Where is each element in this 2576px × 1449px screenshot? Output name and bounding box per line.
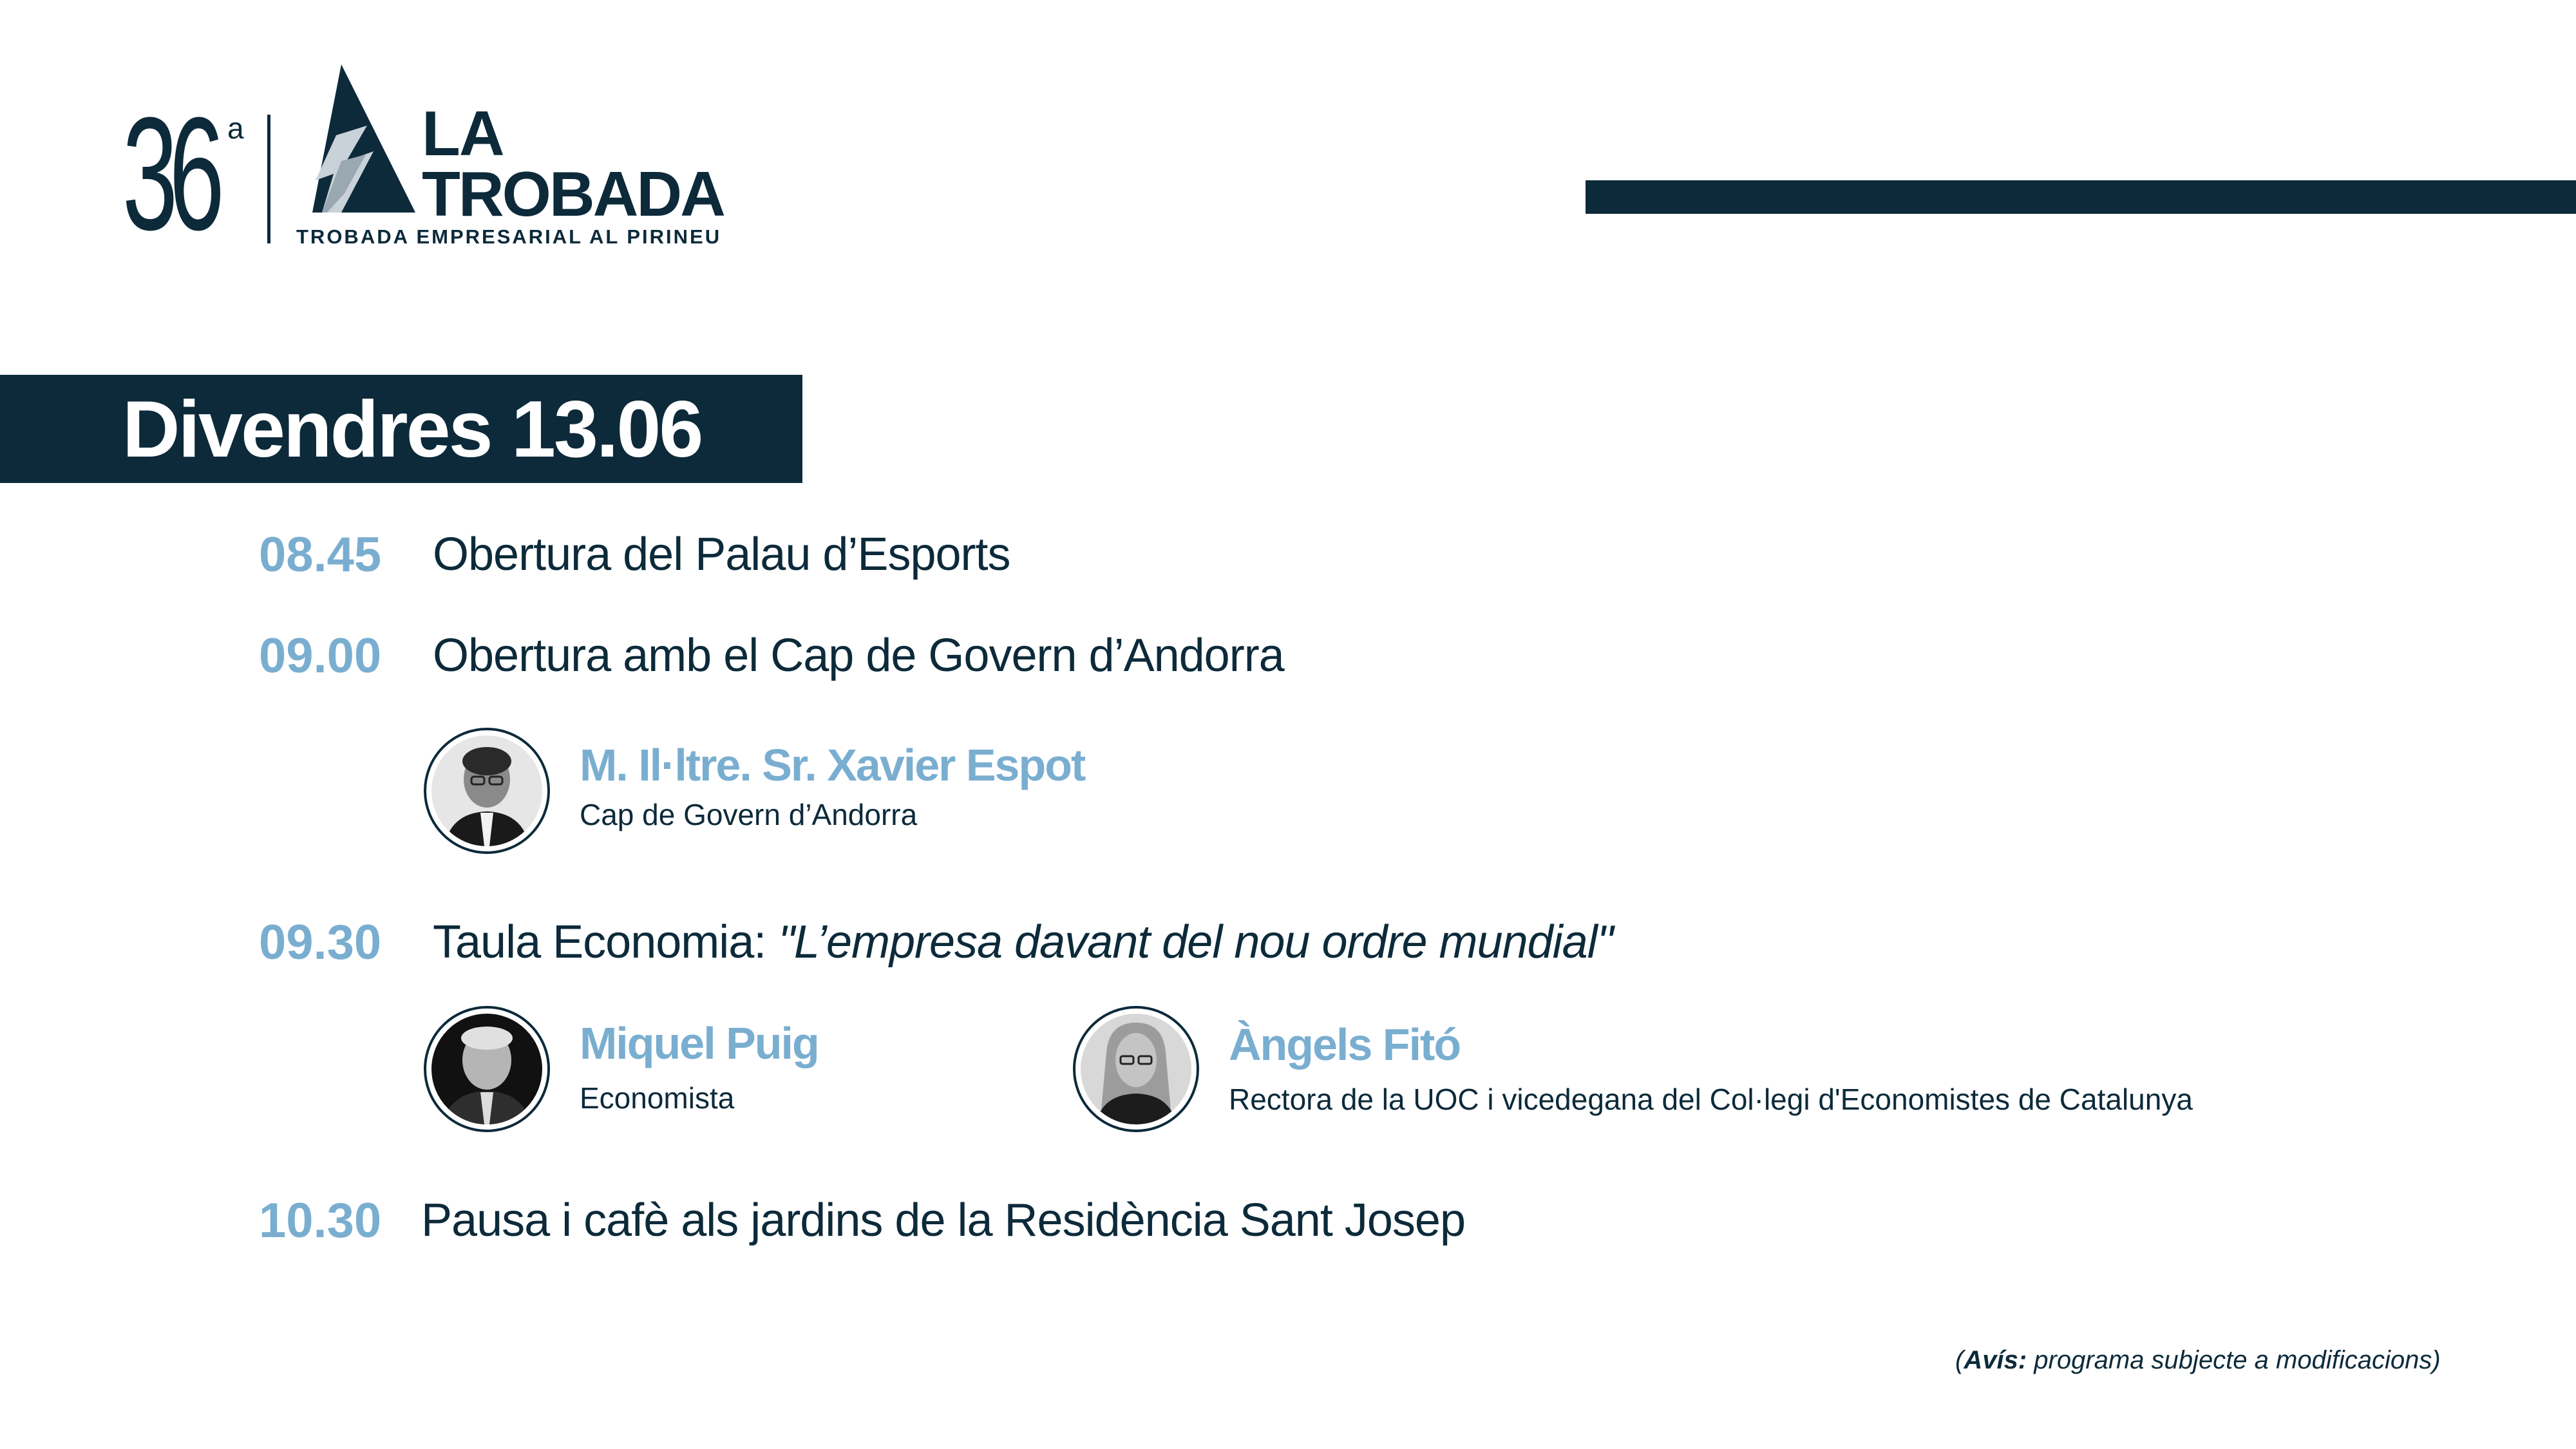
logo-subtitle: TROBADA EMPRESARIAL AL PIRINEU [296,225,722,248]
notice-bold: Avís: [1964,1346,2027,1374]
edition-suffix: a [227,111,244,145]
logo-line-trobada: TROBADA [422,158,724,229]
speaker-role: Economista [580,1081,735,1115]
agenda-text [433,916,1613,969]
day-banner [0,375,802,483]
agenda-text: Obertura amb el Cap de Govern d’Andorra [433,630,1284,681]
notice-open: ( [1955,1346,1964,1374]
agenda-time: 09.00 [259,629,382,683]
speaker-photo-espot [424,728,550,854]
agenda-text-prefix: Taula Economia: [433,916,779,968]
speaker-photo-puig [424,1006,550,1132]
logo-line-la: LA [422,98,504,169]
speaker-name: Miquel Puig [580,1018,819,1068]
logo-divider [267,115,270,243]
speaker-photo-fito [1073,1006,1199,1132]
speaker-name: Àngels Fitó [1229,1019,1461,1070]
event-logo [122,64,728,263]
agenda-text: Obertura del Palau d’Esports [433,529,1010,580]
agenda-text-quote: "L’empresa davant del nou ordre mundial" [778,916,1613,968]
agenda-time: 09.30 [259,915,382,970]
agenda-text: Pausa i cafè als jardins de la Residència Sant Josep [421,1195,1465,1246]
agenda-time: 10.30 [259,1193,382,1248]
day-title: Divendres 13.06 [122,385,702,474]
decorative-bar [1586,180,2576,214]
mountain-icon [296,64,425,214]
notice-text: programa subjecte a modificacions) [2027,1346,2441,1374]
speaker-role: Cap de Govern d’Andorra [580,798,918,831]
edition-number: 36 [122,84,216,263]
schedule-notice [1955,1346,2441,1375]
agenda-time: 08.45 [259,527,382,582]
speaker-name: M. Il·ltre. Sr. Xavier Espot [580,740,1085,790]
speaker-role: Rectora de la UOC i vicedegana del Col·legi d'Economistes de Catalunya [1229,1083,2193,1116]
